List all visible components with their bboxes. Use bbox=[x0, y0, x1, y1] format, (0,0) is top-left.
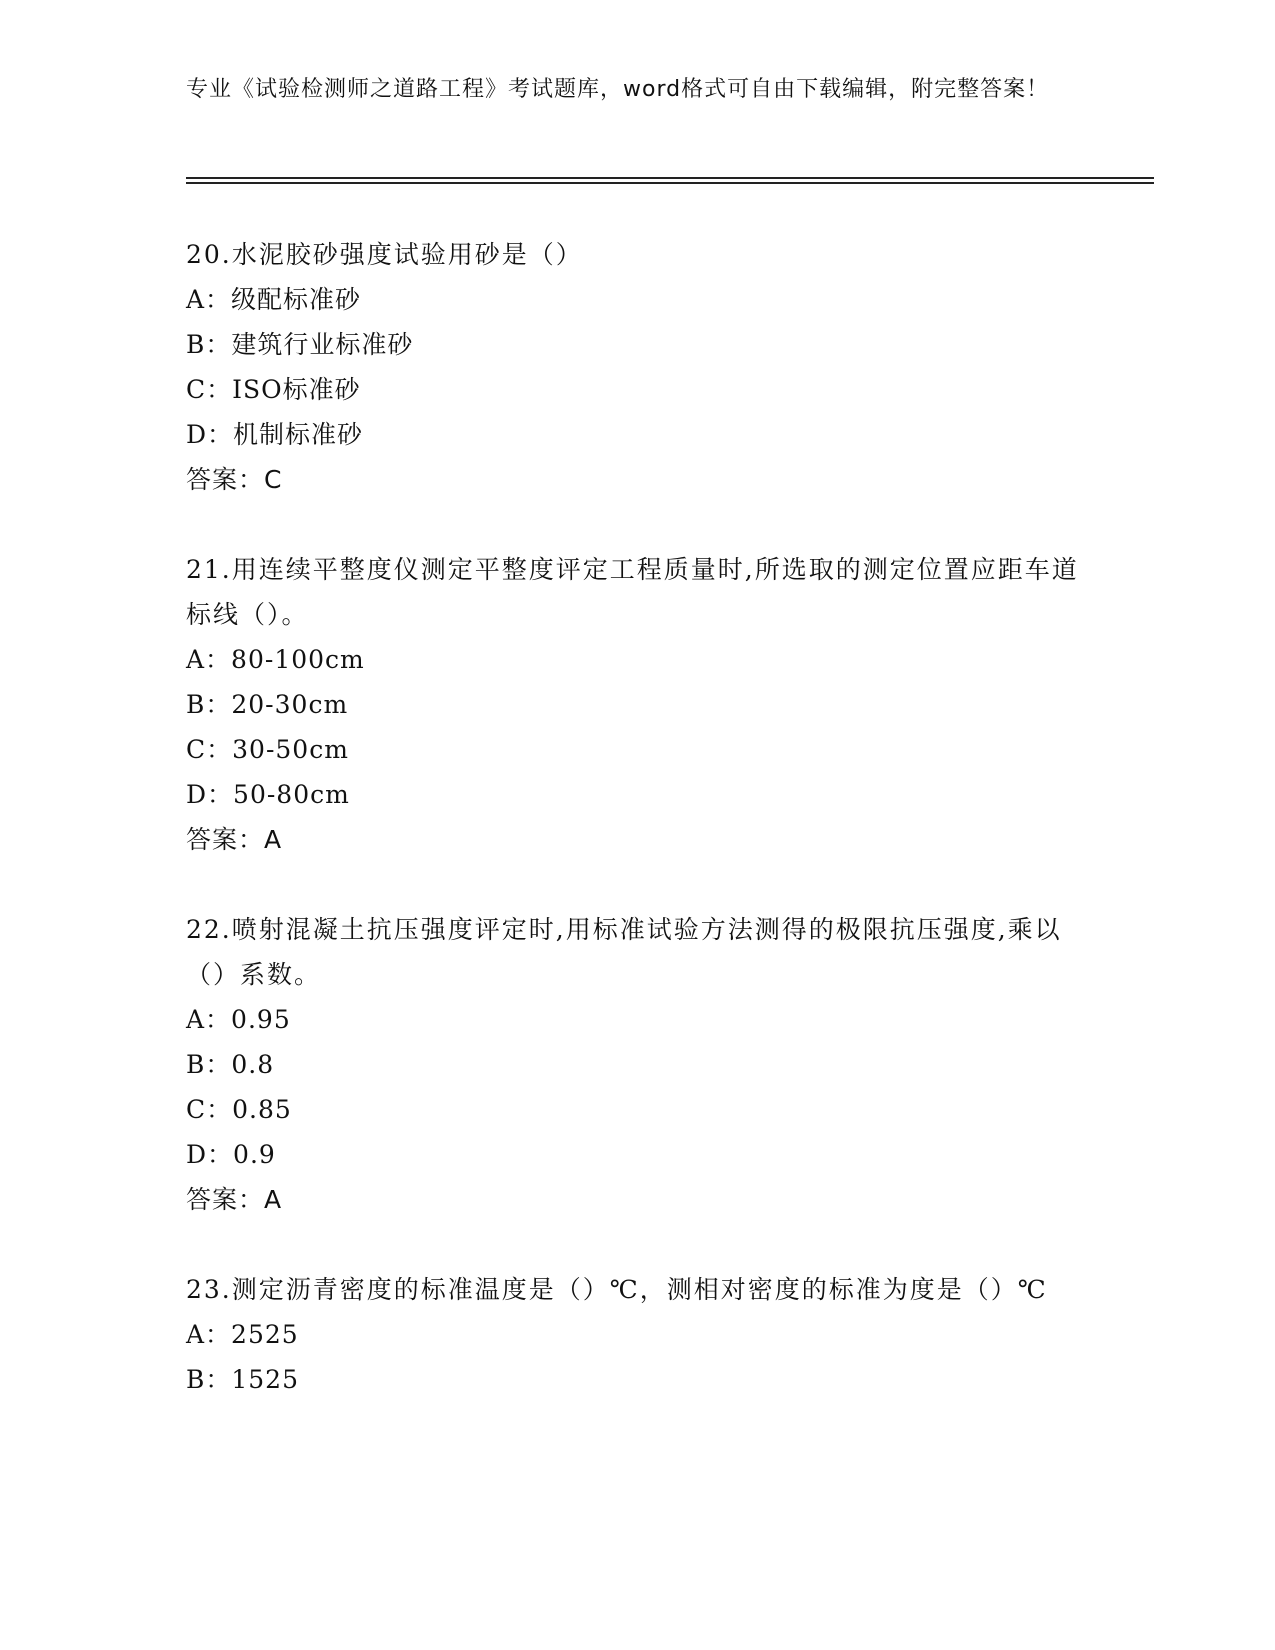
question-list bbox=[186, 232, 1086, 1447]
option-c: C：0.85 bbox=[186, 1095, 292, 1124]
question-stem: 21.用连续平整度仪测定平整度评定工程质量时,所选取的测定位置应距车道标线（）。 bbox=[186, 555, 1079, 629]
option-c: C：ISO标准砂 bbox=[186, 375, 361, 404]
option-b: B：建筑行业标准砂 bbox=[186, 330, 414, 359]
option-d: D：机制标准砂 bbox=[186, 420, 364, 449]
question-21 bbox=[186, 547, 1086, 862]
option-a: A：80-100cm bbox=[186, 645, 365, 674]
option-d: D：0.9 bbox=[186, 1140, 276, 1169]
question-stem: 22.喷射混凝土抗压强度评定时,用标准试验方法测得的极限抗压强度,乘以（）系数。 bbox=[186, 915, 1062, 989]
answer: 答案：A bbox=[186, 825, 283, 854]
option-b: B：0.8 bbox=[186, 1050, 275, 1079]
header-divider-bottom bbox=[186, 182, 1154, 184]
header-divider-top bbox=[186, 177, 1154, 179]
option-c: C：30-50cm bbox=[186, 735, 349, 764]
option-a: A：级配标准砂 bbox=[186, 285, 362, 314]
document-header: 专业《试验检测师之道路工程》考试题库，word格式可自由下载编辑，附完整答案！ bbox=[186, 77, 1050, 102]
option-d: D：50-80cm bbox=[186, 780, 350, 809]
question-20 bbox=[186, 232, 1086, 502]
question-23 bbox=[186, 1267, 1086, 1402]
option-b: B：1525 bbox=[186, 1365, 299, 1394]
answer: 答案：C bbox=[186, 465, 283, 494]
question-stem: 23.测定沥青密度的标准温度是（）℃，测相对密度的标准为度是（）℃ bbox=[186, 1275, 1048, 1304]
option-a: A：0.95 bbox=[186, 1005, 291, 1034]
question-stem: 20.水泥胶砂强度试验用砂是（） bbox=[186, 240, 583, 269]
question-22 bbox=[186, 907, 1086, 1222]
answer: 答案：A bbox=[186, 1185, 283, 1214]
option-b: B：20-30cm bbox=[186, 690, 349, 719]
option-a: A：2525 bbox=[186, 1320, 299, 1349]
